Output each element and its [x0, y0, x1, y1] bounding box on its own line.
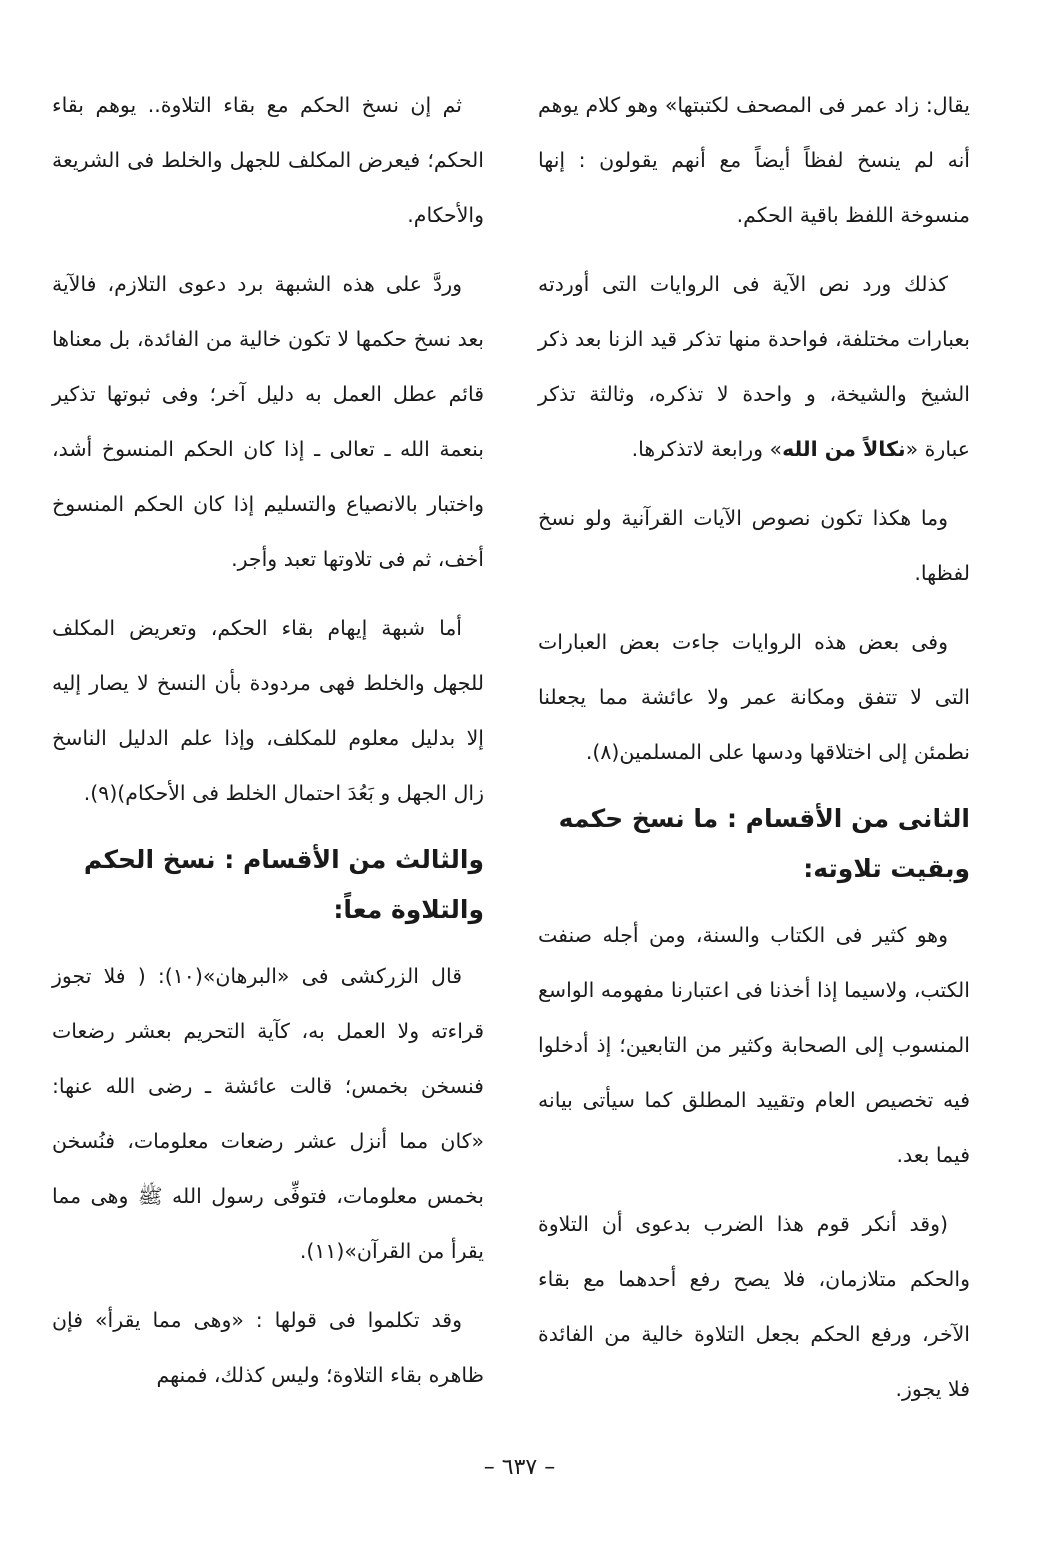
paragraph: قال الزركشى فى «البرهان»(١٠): ( فلا تجوز قراءته ولا العمل به، كآية التحريم بعشر رضعات فنسخن بخمس؛ قالت عائشة ـ رضى الله عنها: «كان مما أنزل عشر رضعات معلومات، فنُسخن بخمس معلومات، فتوفِّى رسول الله ﷺ وهى مما يقرأ من القرآن»(١١).: [52, 964, 484, 1263]
section-heading: الثانى من الأقسام : ما نسخ حكمه وبقيت تلاوته:: [558, 804, 970, 883]
paragraph: وردَّ على هذه الشبهة برد دعوى التلازم، فالآية بعد نسخ حكمها لا تكون خالية من الفائدة، بل معناها قائم عطل العمل به دليل آخر؛ وفى ثبوتها تذكير بنعمة الله ـ تعالى ـ إذا كان الحكم المنسوخ أشد، واختبار بالانصياع والتسليم إذا كان الحكم المنسوخ أخف، ثم فى تلاوتها تعبد وأجر.: [52, 272, 484, 571]
paragraph: وفى بعض هذه الروايات جاءت بعض العبارات التى لا تتفق ومكانة عمر ولا عائشة مما يجعلنا نطمئن إلى اختلاقها ودسها على المسلمين(٨).: [538, 630, 970, 764]
right-column: [538, 78, 970, 1431]
paragraph: أما شبهة إيهام بقاء الحكم، وتعريض المكلف للجهل والخلط فهى مردودة بأن النسخ لا يصار إليه إلا بدليل معلوم للمكلف، وإذا علم الدليل الناسخ زال الجهل و بَعُدَ احتمال الخلط فى الأحكام)(٩).: [52, 616, 484, 805]
paragraph-text: » ورابعة لاتذكرها.: [631, 437, 783, 461]
bold-phrase: نكالاً من الله: [782, 437, 906, 461]
paragraph-text: كذلك ورد نص الآية فى الروايات التى أوردته بعبارات مختلفة، فواحدة منها تذكر قيد الزنا بعد ذكر الشيخ والشيخة، و واحدة لا تذكره، وثالثة تذكر عبارة «: [538, 272, 970, 461]
left-column: [52, 78, 484, 1417]
paragraph: وقد تكلموا فى قولها : «وهى مما يقرأ» فإن ظاهره بقاء التلاوة؛ وليس كذلك، فمنهم: [52, 1308, 484, 1387]
paragraph: ثم إن نسخ الحكم مع بقاء التلاوة.. يوهم بقاء الحكم؛ فيعرض المكلف للجهل والخلط فى الشريعة والأحكام.: [52, 93, 484, 227]
page-number: – ٦٣٧ –: [483, 1455, 556, 1480]
section-heading: والثالث من الأقسام : نسخ الحكم والتلاوة معاً:: [83, 845, 484, 924]
paragraph: يقال: زاد عمر فى المصحف لكتبتها» وهو كلام يوهم أنه لم ينسخ لفظاً أيضاً مع أنهم يقولون : إنها منسوخة اللفظ باقية الحكم.: [538, 93, 970, 227]
paragraph: (وقد أنكر قوم هذا الضرب بدعوى أن التلاوة والحكم متلازمان، فلا يصح رفع أحدهما مع بقاء الآخر، ورفع الحكم بجعل التلاوة خالية من الفائدة فلا يجوز.: [538, 1212, 970, 1401]
paragraph: [538, 257, 970, 477]
paragraph: وما هكذا تكون نصوص الآيات القرآنية ولو نسخ لفظها.: [538, 506, 970, 585]
paragraph: وهو كثير فى الكتاب والسنة، ومن أجله صنفت الكتب، ولاسيما إذا أخذنا فى اعتبارنا مفهومه الواسع المنسوب إلى الصحابة وكثير من التابعين؛ إذ أدخلوا فيه تخصيص العام وتقييد المطلق كما سيأتى بيانه فيما بعد.: [538, 923, 970, 1167]
